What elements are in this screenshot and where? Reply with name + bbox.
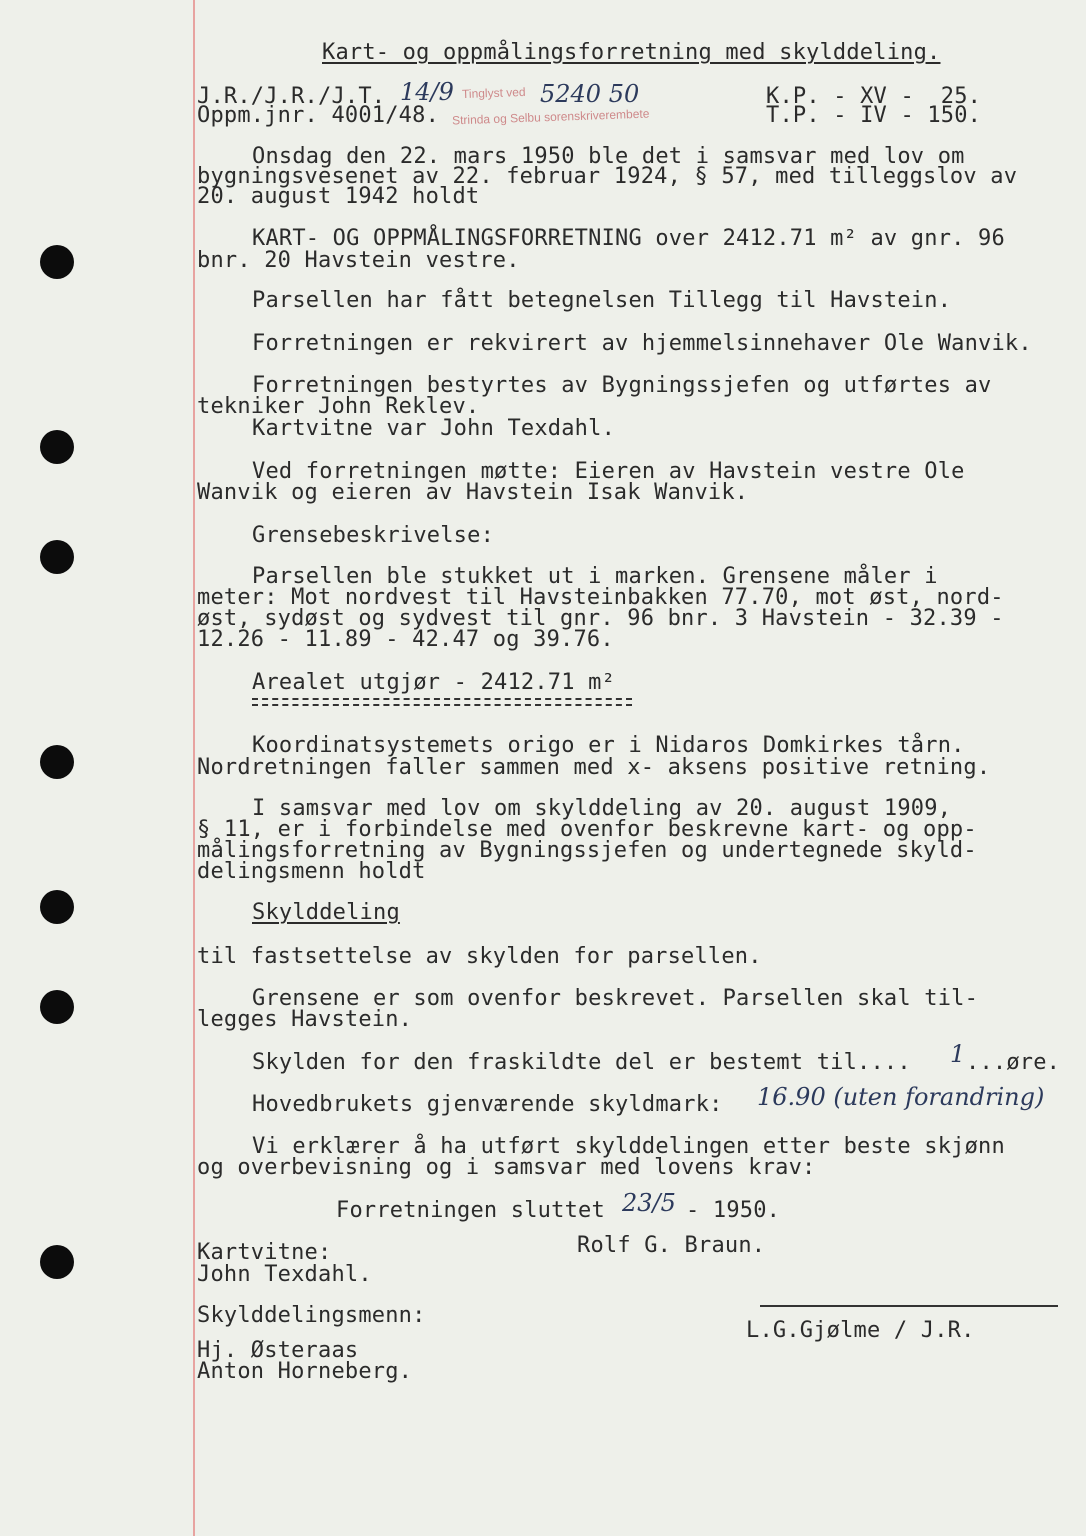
body-line: 20. august 1942 holdt (197, 184, 480, 209)
handwritten-sluttet-date: 23/5 (622, 1189, 676, 1217)
body-line: - 1950. (686, 1198, 781, 1223)
signature-name: L.G.Gjølme / J.R. (746, 1318, 975, 1343)
body-line: Forretningen er rekvirert av hjemmelsinnehaver Ole Wanvik. (252, 331, 1032, 356)
body-line: Grensene er som ovenfor beskrevet. Parsellen skal til- (252, 986, 979, 1011)
body-line: bnr. 20 Havstein vestre. (197, 248, 520, 273)
body-line: Ved forretningen møtte: Eieren av Havstein vestre Ole (252, 459, 965, 484)
punch-hole (40, 1245, 74, 1279)
signature-name: Rolf G. Braun. (577, 1233, 766, 1258)
stamp-text: Strinda og Selbu sorenskriverembete (451, 106, 650, 128)
body-line: delingsmenn holdt (197, 859, 426, 884)
body-line: Wanvik og eieren av Havstein Isak Wanvik. (197, 480, 749, 505)
body-line: I samsvar med lov om skylddeling av 20. august 1909, (252, 796, 952, 821)
body-line: Nordretningen faller sammen med x- aksens positive retning. (197, 755, 991, 780)
kp-ref: K.P. - XV - 25. (766, 84, 982, 109)
label-kartvitne: Kartvitne: (197, 1240, 332, 1265)
body-line: målingsforretning av Bygningssjefen og undertegnede skyld- (197, 838, 977, 863)
body-line: meter: Mot nordvest til Havsteinbakken 77.70, mot øst, nord- (197, 585, 1004, 610)
handwritten-skyldmark: 16.90 (uten forandring) (757, 1083, 1045, 1111)
signature-name: Hj. Østeraas (197, 1338, 359, 1363)
margin-line (193, 0, 195, 1536)
body-line: Koordinatsystemets origo er i Nidaros Domkirkes tårn. (252, 733, 965, 758)
body-line: Onsdag den 22. mars 1950 ble det i samsvar med lov om (252, 144, 965, 169)
document-title: Kart- og oppmålingsforretning med skylddeling. (322, 40, 941, 65)
body-line: § 11, er i forbindelse med ovenfor beskrevne kart- og opp- (197, 817, 977, 842)
handwritten-number: 5240 50 (540, 80, 640, 108)
body-line: øst, sydøst og sydvest til gnr. 96 bnr. 3 Havstein - 32.39 - (197, 606, 1004, 631)
body-line: Forretningen bestyrtes av Bygningssjefen og utførtes av (252, 373, 992, 398)
body-line: Kartvitne var John Texdahl. (252, 416, 616, 441)
handwritten-date-ref: 14/9 (400, 78, 454, 106)
signature-name: Anton Horneberg. (197, 1359, 413, 1384)
oppm-jnr: Oppm.jnr. 4001/48. (197, 103, 440, 128)
punch-hole (40, 540, 74, 574)
signature-line (760, 1305, 1058, 1307)
body-line: og overbevisning og i samsvar med lovens krav: (197, 1155, 816, 1180)
body-line: Hovedbrukets gjenværende skyldmark: (252, 1092, 723, 1117)
tp-ref: T.P. - IV - 150. (766, 103, 982, 128)
body-line: KART- OG OPPMÅLINGSFORRETNING over 2412.71 m² av gnr. 96 (252, 226, 1005, 251)
punch-hole (40, 245, 74, 279)
body-line: Parsellen ble stukket ut i marken. Grensene måler i (252, 564, 938, 589)
section-heading: Skylddeling (252, 900, 400, 925)
signature-name: John Texdahl. (197, 1262, 372, 1287)
punch-hole (40, 745, 74, 779)
body-line: bygningsvesenet av 22. februar 1924, § 57, med tilleggslov av (197, 164, 1018, 189)
area-total: Arealet utgjør - 2412.71 m² (252, 670, 616, 695)
double-rule (252, 704, 632, 706)
jr-label: J.R./J.R./J.T. (197, 84, 386, 109)
stamp-text: Tinglyst ved (461, 84, 526, 102)
punch-hole (40, 890, 74, 924)
body-line: Skylden for den fraskildte del er bestemt til.... (252, 1050, 911, 1075)
punch-hole (40, 990, 74, 1024)
body-line: Parsellen har fått betegnelsen Tillegg til Havstein. (252, 288, 952, 313)
body-line: 12.26 - 11.89 - 42.47 og 39.76. (197, 627, 614, 652)
body-line: Vi erklærer å ha utført skylddelingen etter beste skjønn (252, 1134, 1005, 1159)
body-line: tekniker John Reklev. (197, 394, 480, 419)
body-line: til fastsettelse av skylden for parsellen. (197, 944, 762, 969)
punch-hole (40, 430, 74, 464)
handwritten-ore: 1 (950, 1040, 966, 1068)
section-heading: Grensebeskrivelse: (252, 523, 495, 548)
body-line: legges Havstein. (197, 1007, 413, 1032)
body-line: ...øre. (966, 1050, 1061, 1075)
body-line: Forretningen sluttet (336, 1198, 605, 1223)
label-skylddelingsmenn: Skylddelingsmenn: (197, 1303, 426, 1328)
double-rule (252, 698, 632, 700)
